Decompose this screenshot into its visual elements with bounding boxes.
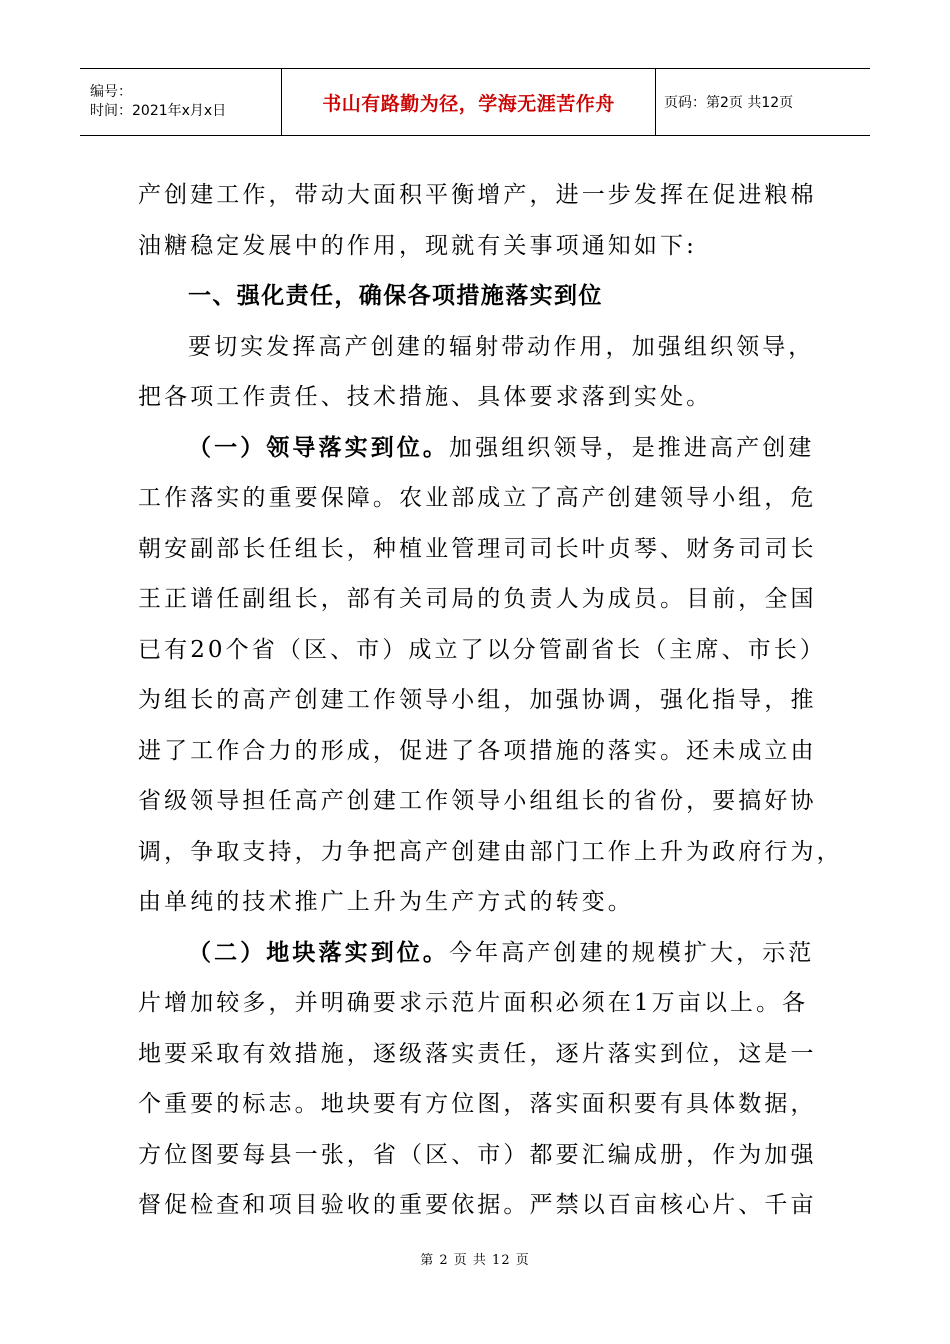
header-meta xyxy=(80,69,282,135)
body-line: 个重要的标志。地块要有方位图，落实面积要有具体数据， xyxy=(138,1091,817,1117)
body-line: 油糖稳定发展中的作用，现就有关事项通知如下: xyxy=(138,232,697,259)
body-line: 为组长的高产创建工作领导小组，加强协调，强化指导，推 xyxy=(138,687,817,713)
body-line: 地要采取有效措施，逐级落实责任，逐片落实到位，这是一 xyxy=(138,1040,817,1067)
serial-number-label: 编号： xyxy=(90,84,132,100)
body-line: 片增加较多，并明确要求示范片面积必须在1万亩以上。各 xyxy=(138,990,809,1016)
body-line: 产创建工作，带动大面积平衡增产，进一步发挥在促进粮棉 xyxy=(138,182,817,208)
body-line: 把各项工作责任、技术措施、具体要求落到实处。 xyxy=(138,384,713,410)
item-text: 今年高产创建的规模扩大，示范 xyxy=(449,939,815,966)
page-footer xyxy=(0,1249,950,1268)
item-title: （一）领导落实到位。 xyxy=(188,433,449,461)
item-first-line xyxy=(138,423,838,474)
motto-text: 书山有路勤为径，学海无涯苦作舟 xyxy=(322,92,615,115)
page-header xyxy=(80,68,870,136)
header-page-info xyxy=(656,69,870,135)
body-line: 已有20个省（区、市）成立了以分管副省长（主席、市长） xyxy=(138,636,826,663)
item-text: 加强组织领导，是推进高产创建 xyxy=(449,434,815,461)
body-line: 王正谱任副组长，部有关司局的负责人为成员。目前，全国 xyxy=(138,586,817,612)
body-line: 调，争取支持，力争把高产创建由部门工作上升为政府行为， xyxy=(138,838,843,865)
body-line: 方位图要每县一张，省（区、市）都要汇编成册，作为加强 xyxy=(138,1141,817,1168)
body-line: 省级领导担任高产创建工作领导小组组长的省份，要搞好协 xyxy=(138,788,817,814)
page-number-label: 页码：第2页 共12页 xyxy=(664,95,794,111)
section-heading: 一、强化责任，确保各项措施落实到位 xyxy=(188,283,603,309)
document-body xyxy=(138,170,843,1231)
body-line: 工作落实的重要保障。农业部成立了高产创建领导小组，危 xyxy=(138,485,817,511)
item-title: （二）地块落实到位。 xyxy=(188,938,449,966)
footer-page-number: 第 2 页 共 12 页 xyxy=(420,1253,530,1268)
date-label: 时间：2021年x月x日 xyxy=(90,103,227,119)
body-line: 进了工作合力的形成，促进了各项措施的落实。还未成立由 xyxy=(138,737,817,764)
body-line: 朝安副部长任组长，种植业管理司司长叶贞琴、财务司司长 xyxy=(138,535,817,562)
body-line: 由单纯的技术推广上升为生产方式的转变。 xyxy=(138,889,634,915)
body-line: 督促检查和项目验收的重要依据。严禁以百亩核心片、千亩 xyxy=(138,1192,817,1218)
header-motto xyxy=(282,69,656,135)
item-first-line xyxy=(138,928,838,979)
body-line: 要切实发挥高产创建的辐射带动作用，加强组织领导， xyxy=(188,333,815,360)
